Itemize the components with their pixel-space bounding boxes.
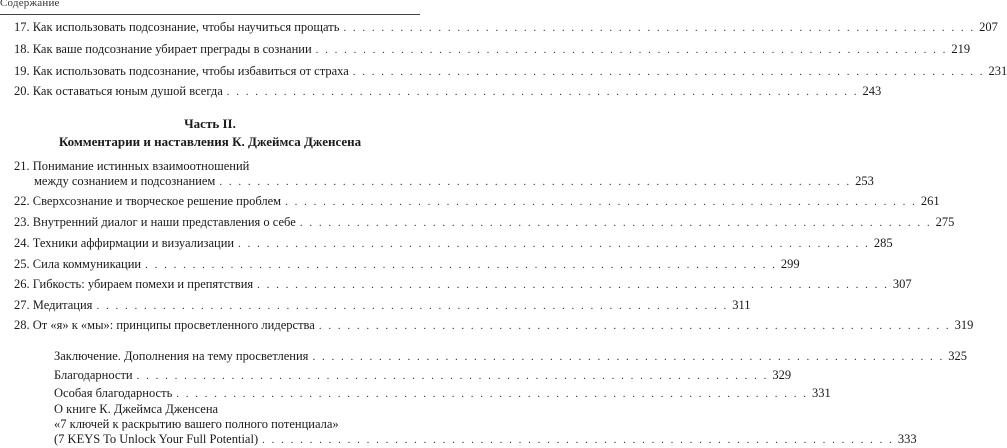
toc-page-number: 253 [855,174,874,188]
part-heading-title: Комментарии и наставления К. Джеймса Дженсена [58,134,362,149]
dot-leader [257,278,889,293]
toc-page-number: 275 [935,215,955,229]
toc-entry-22[interactable] [14,194,940,210]
toc-entry-23[interactable] [14,215,955,231]
toc-page-number: 299 [780,257,800,271]
toc-about-book-line1[interactable]: О книге К. Джеймса Дженсена [54,402,219,416]
toc-page-number: 311 [732,298,751,312]
toc-page-number: 333 [897,432,917,446]
toc-page-number: 207 [979,20,998,34]
toc-entry-title: Сверхсознание и творческое решение проблем [32,194,282,208]
dot-leader [353,65,985,80]
toc-acknowledgements[interactable] [54,368,792,384]
toc-entry-21-line2[interactable] [34,174,874,190]
toc-entry-title: Заключение. Дополнения на тему просветления [54,349,309,363]
toc-entry-28[interactable] [14,318,974,334]
toc-page-number: 329 [772,368,792,382]
toc-entry-title: Техники аффирмации и визуализации [32,236,235,250]
toc-entry-19[interactable] [14,64,1007,80]
toc-page-number: 319 [954,318,974,332]
toc-entry-24[interactable] [14,236,893,252]
toc-page-number: 331 [812,386,831,400]
toc-entry-number: 26. [14,277,30,291]
toc-entry-17[interactable] [14,20,998,36]
toc-entry-title: Внутренний диалог и наши представления о себе [32,215,296,229]
toc-page-number: 325 [948,349,967,363]
toc-about-book-line3[interactable] [54,432,917,448]
toc-entry-title: Понимание истинных взаимоотношений [32,159,250,173]
dot-leader [262,433,894,448]
dot-leader [145,258,777,273]
toc-entry-title: Благодарности [54,368,133,382]
toc-entry-26[interactable] [14,277,912,293]
toc-entry-title: Как ваше подсознание убирает преграды в сознании [32,42,312,56]
toc-entry-number: 22. [14,194,30,208]
dot-leader [219,175,851,190]
dot-leader [227,85,859,100]
toc-entry-title: Сила коммуникации [32,257,142,271]
toc-entry-title: Медитация [32,298,93,312]
dot-leader [343,21,975,36]
running-head [0,0,420,15]
toc-entry-title: Как использовать подсознание, чтобы избавиться от страха [32,64,349,78]
running-head-text: Содержание [0,0,60,9]
toc-special-thanks[interactable] [54,386,831,402]
toc-entry-27[interactable] [14,298,751,314]
dot-leader [238,237,870,252]
toc-entry-number: 21. [14,159,30,173]
toc-entry-20[interactable] [14,84,882,100]
toc-entry-title: Как использовать подсознание, чтобы научиться прощать [32,20,340,34]
toc-page-number: 285 [873,236,893,250]
toc-entry-title: Как оставаться юным душой всегда [32,84,223,98]
dot-leader [300,216,932,231]
toc-entry-number: 23. [14,215,30,229]
toc-entry-25[interactable] [14,257,800,273]
toc-entry-title: Особая благодарность [54,386,173,400]
dot-leader [316,43,948,58]
toc-entry-number: 17. [14,20,30,34]
dot-leader [96,299,728,314]
part-heading-number: Часть II. [184,116,236,131]
toc-entry-number: 27. [14,298,30,312]
toc-conclusion[interactable] [54,349,967,365]
toc-entry-number: 20. [14,84,30,98]
toc-entry-number: 28. [14,318,30,332]
toc-page-number: 219 [951,42,971,56]
toc-page-number: 261 [920,194,940,208]
toc-page-number: 243 [862,84,882,98]
toc-entry-title: От «я» к «мы»: принципы просветленного лидерства [32,318,315,332]
toc-about-book-line2[interactable]: «7 ключей к раскрытию вашего полного потенциала» [54,417,339,431]
toc-entry-title: Гибкость: убираем помехи и препятствия [32,277,254,291]
dot-leader [176,387,808,402]
dot-leader [137,369,769,384]
dot-leader [319,319,951,334]
toc-page-number: 231 [988,64,1007,78]
toc-entry-number: 24. [14,236,30,250]
dot-leader [312,350,944,365]
toc-entry-number: 18. [14,42,30,56]
toc-entry-title-continued: (7 KEYS To Unlock Your Full Potential) [54,432,259,446]
toc-entry-number: 19. [14,64,30,78]
toc-entry-number: 25. [14,257,30,271]
toc-entry-21-line1[interactable] [14,159,249,174]
toc-entry-title-continued: между сознанием и подсознанием [34,174,216,188]
dot-leader [285,195,917,210]
toc-page-number: 307 [892,277,912,291]
toc-entry-18[interactable] [14,42,971,58]
